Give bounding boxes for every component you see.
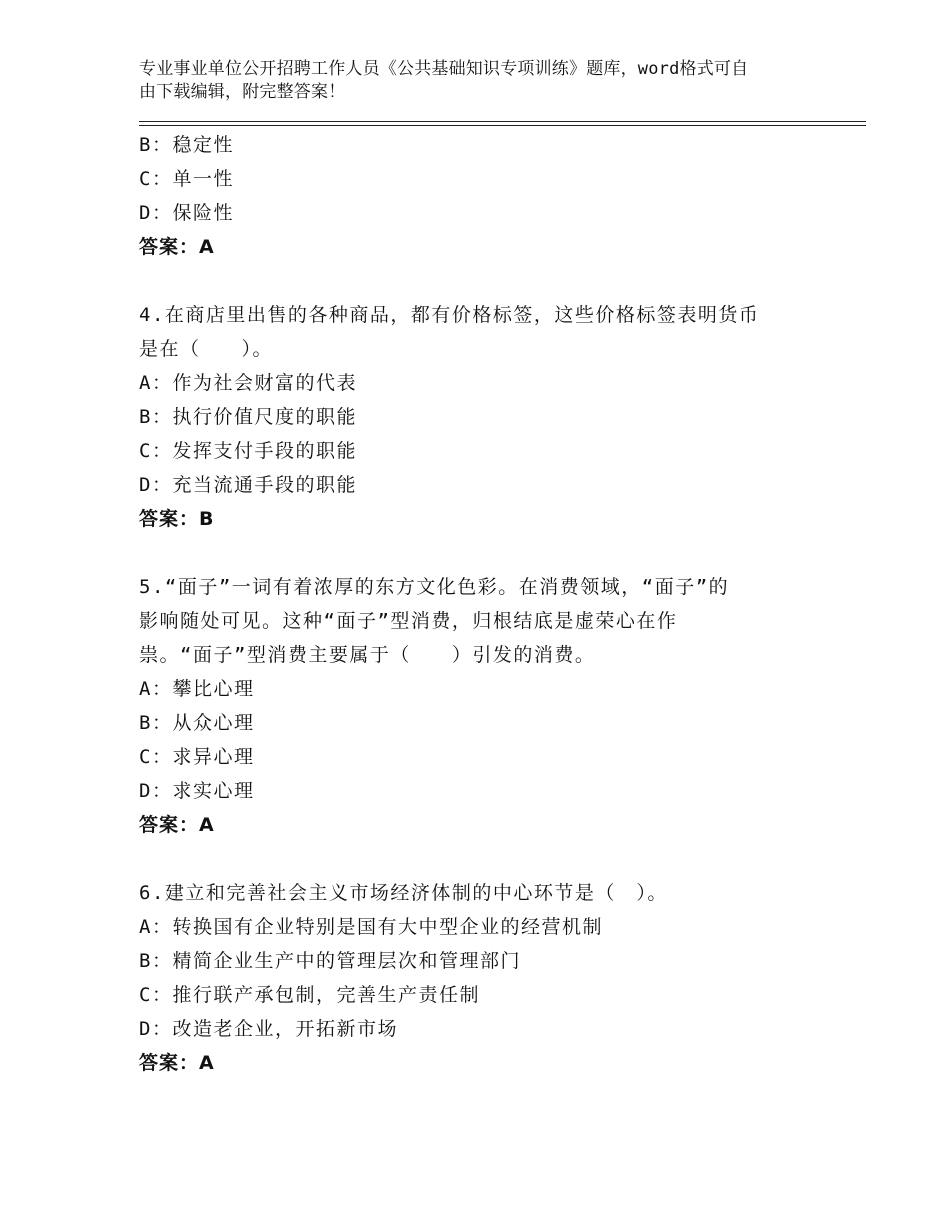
header-line-2: 由下载编辑，附完整答案！ — [139, 82, 346, 102]
option-d: D：求实心理 — [139, 780, 255, 802]
option-d: D：改造老企业，开拓新市场 — [139, 1018, 398, 1040]
question-6 — [139, 876, 839, 1080]
header-divider — [139, 121, 866, 126]
option-b: B：从众心理 — [139, 712, 255, 734]
option-c: C：单一性 — [139, 168, 234, 190]
option-d: D：充当流通手段的职能 — [139, 474, 357, 496]
question-text-line: 4.在商店里出售的各种商品，都有价格标签，这些价格标签表明货币 — [139, 304, 760, 326]
question-5 — [139, 570, 839, 842]
answer: 答案：A — [139, 814, 215, 836]
option-b: B：稳定性 — [139, 134, 234, 156]
option-a: A：转换国有企业特别是国有大中型企业的经营机制 — [139, 916, 603, 938]
option-c: C：求异心理 — [139, 746, 255, 768]
question-3-continued — [139, 128, 839, 264]
question-text-line: 5.“面子”一词有着浓厚的东方文化色彩。在消费领域，“面子”的 — [139, 576, 730, 598]
option-b: B：精简企业生产中的管理层次和管理部门 — [139, 950, 521, 972]
option-a: A：作为社会财富的代表 — [139, 372, 357, 394]
question-list — [139, 128, 839, 1080]
header-line-1: 专业事业单位公开招聘工作人员《公共基础知识专项训练》题库，word格式可自 — [139, 59, 749, 79]
question-4 — [139, 298, 839, 536]
option-b: B：执行价值尺度的职能 — [139, 406, 357, 428]
option-c: C：发挥支付手段的职能 — [139, 440, 357, 462]
question-text-line: 是在（ ）。 — [139, 338, 274, 360]
answer: 答案：A — [139, 1052, 215, 1074]
question-text-line: 6.建立和完善社会主义市场经济体制的中心环节是（ ）。 — [139, 882, 668, 904]
page-header — [139, 58, 819, 104]
option-d: D：保险性 — [139, 202, 234, 224]
question-text-line: 影响随处可见。这种“面子”型消费，归根结底是虚荣心在作 — [139, 610, 678, 632]
option-a: A：攀比心理 — [139, 678, 255, 700]
answer: 答案：B — [139, 508, 215, 530]
option-c: C：推行联产承包制，完善生产责任制 — [139, 984, 480, 1006]
question-text-line: 祟。“面子”型消费主要属于（ ）引发的消费。 — [139, 644, 596, 666]
answer: 答案：A — [139, 236, 215, 258]
